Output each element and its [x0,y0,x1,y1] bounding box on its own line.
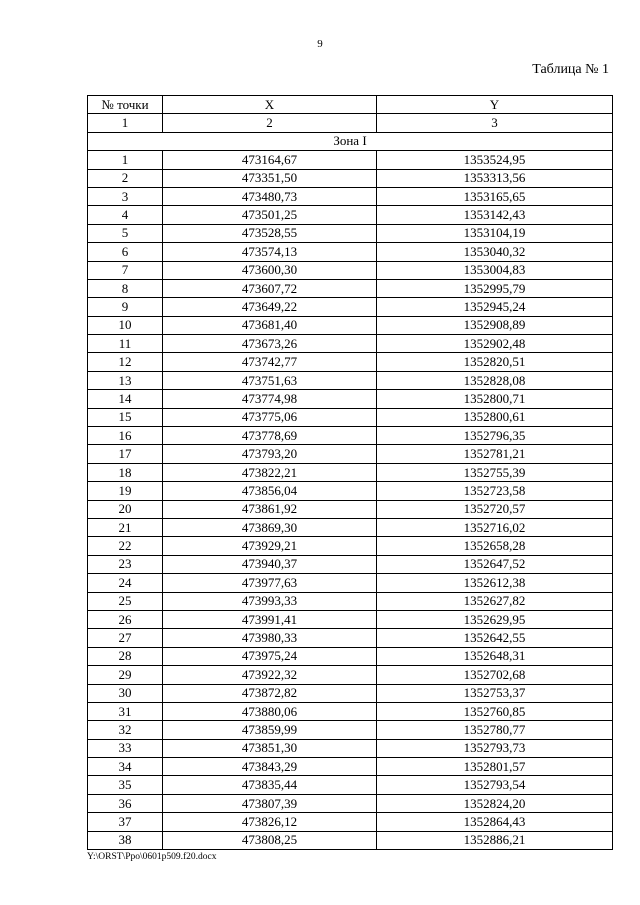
header-x: X [163,96,377,114]
cell-x: 473574,13 [163,243,377,261]
cell-point-number: 11 [88,335,163,353]
cell-point-number: 19 [88,482,163,500]
cell-point-number: 36 [88,794,163,812]
table-row [88,427,613,445]
cell-y: 1352908,89 [377,316,613,334]
cell-y: 1352723,58 [377,482,613,500]
table-row [88,353,613,371]
table-row [88,629,613,647]
cell-point-number: 31 [88,702,163,720]
cell-x: 473528,55 [163,224,377,242]
cell-y: 1353142,43 [377,206,613,224]
cell-x: 473826,12 [163,813,377,831]
cell-x: 473880,06 [163,702,377,720]
cell-y: 1352753,37 [377,684,613,702]
cell-point-number: 18 [88,463,163,481]
cell-x: 473851,30 [163,739,377,757]
cell-y: 1352629,95 [377,610,613,628]
cell-point-number: 22 [88,537,163,555]
cell-point-number: 12 [88,353,163,371]
cell-y: 1352801,57 [377,758,613,776]
cell-y: 1353040,32 [377,243,613,261]
table-row [88,794,613,812]
cell-y: 1352800,71 [377,390,613,408]
cell-y: 1352720,57 [377,500,613,518]
cell-y: 1352647,52 [377,555,613,573]
table-row [88,776,613,794]
cell-point-number: 37 [88,813,163,831]
cell-x: 473843,29 [163,758,377,776]
cell-y: 1352995,79 [377,279,613,297]
cell-x: 473600,30 [163,261,377,279]
table-row [88,261,613,279]
cell-x: 473775,06 [163,408,377,426]
cell-y: 1352780,77 [377,721,613,739]
table-row [88,316,613,334]
table-row [88,610,613,628]
coordinates-table [87,95,613,850]
table-row [88,187,613,205]
cell-point-number: 3 [88,187,163,205]
cell-x: 473872,82 [163,684,377,702]
table-row [88,445,613,463]
header-point-number: № точки [88,96,163,114]
cell-x: 473681,40 [163,316,377,334]
cell-y: 1352658,28 [377,537,613,555]
cell-x: 473993,33 [163,592,377,610]
table-row [88,647,613,665]
column-number: 2 [163,114,377,132]
cell-y: 1352627,82 [377,592,613,610]
cell-x: 473929,21 [163,537,377,555]
cell-x: 473673,26 [163,335,377,353]
table-row [88,371,613,389]
cell-y: 1353104,19 [377,224,613,242]
cell-x: 473351,50 [163,169,377,187]
cell-point-number: 29 [88,666,163,684]
cell-y: 1352828,08 [377,371,613,389]
table-row [88,518,613,536]
table-header-row [88,96,613,114]
cell-point-number: 20 [88,500,163,518]
cell-y: 1352945,24 [377,298,613,316]
cell-point-number: 4 [88,206,163,224]
table-row [88,335,613,353]
table-row [88,813,613,831]
cell-x: 473774,98 [163,390,377,408]
cell-point-number: 30 [88,684,163,702]
cell-y: 1352820,51 [377,353,613,371]
table-row [88,758,613,776]
cell-y: 1352716,02 [377,518,613,536]
cell-x: 473793,20 [163,445,377,463]
cell-point-number: 14 [88,390,163,408]
cell-point-number: 38 [88,831,163,849]
cell-point-number: 23 [88,555,163,573]
cell-y: 1353313,56 [377,169,613,187]
cell-point-number: 13 [88,371,163,389]
table-row [88,500,613,518]
cell-x: 473778,69 [163,427,377,445]
cell-y: 1352800,61 [377,408,613,426]
page-number: 9 [317,38,323,50]
cell-x: 473869,30 [163,518,377,536]
table-row [88,298,613,316]
cell-y: 1352793,73 [377,739,613,757]
cell-x: 473607,72 [163,279,377,297]
table-row [88,537,613,555]
cell-x: 473859,99 [163,721,377,739]
table-row [88,702,613,720]
cell-point-number: 5 [88,224,163,242]
cell-y: 1352612,38 [377,574,613,592]
cell-x: 473922,32 [163,666,377,684]
cell-y: 1352864,43 [377,813,613,831]
cell-point-number: 1 [88,151,163,169]
cell-x: 473480,73 [163,187,377,205]
cell-x: 473856,04 [163,482,377,500]
cell-point-number: 35 [88,776,163,794]
cell-x: 473751,63 [163,371,377,389]
table-row [88,739,613,757]
cell-y: 1353524,95 [377,151,613,169]
table-row [88,243,613,261]
cell-point-number: 9 [88,298,163,316]
column-number-row [88,114,613,132]
table-row [88,592,613,610]
table-row [88,831,613,849]
cell-point-number: 17 [88,445,163,463]
table-row [88,482,613,500]
cell-point-number: 15 [88,408,163,426]
cell-y: 1352796,35 [377,427,613,445]
cell-point-number: 7 [88,261,163,279]
cell-x: 473164,67 [163,151,377,169]
cell-y: 1352755,39 [377,463,613,481]
table-row [88,684,613,702]
table-row [88,169,613,187]
cell-x: 473808,25 [163,831,377,849]
cell-point-number: 21 [88,518,163,536]
cell-point-number: 2 [88,169,163,187]
cell-x: 473861,92 [163,500,377,518]
cell-point-number: 6 [88,243,163,261]
cell-point-number: 32 [88,721,163,739]
table-caption: Таблица № 1 [532,62,609,77]
cell-point-number: 33 [88,739,163,757]
cell-x: 473649,22 [163,298,377,316]
cell-point-number: 27 [88,629,163,647]
table-row [88,463,613,481]
table-row [88,574,613,592]
cell-x: 473940,37 [163,555,377,573]
cell-x: 473835,44 [163,776,377,794]
column-number: 3 [377,114,613,132]
cell-point-number: 16 [88,427,163,445]
cell-x: 473501,25 [163,206,377,224]
header-y: Y [377,96,613,114]
cell-point-number: 24 [88,574,163,592]
cell-x: 473807,39 [163,794,377,812]
table-body [88,132,613,849]
table-row [88,151,613,169]
cell-x: 473822,21 [163,463,377,481]
cell-y: 1352824,20 [377,794,613,812]
table-row [88,666,613,684]
cell-y: 1352886,21 [377,831,613,849]
table-row [88,390,613,408]
table-row [88,721,613,739]
cell-x: 473977,63 [163,574,377,592]
cell-y: 1352702,68 [377,666,613,684]
cell-y: 1352781,21 [377,445,613,463]
cell-y: 1352760,85 [377,702,613,720]
cell-y: 1353004,83 [377,261,613,279]
table-row [88,408,613,426]
cell-point-number: 25 [88,592,163,610]
cell-point-number: 8 [88,279,163,297]
cell-x: 473991,41 [163,610,377,628]
cell-point-number: 10 [88,316,163,334]
table-row [88,555,613,573]
cell-x: 473742,77 [163,353,377,371]
cell-point-number: 34 [88,758,163,776]
cell-point-number: 26 [88,610,163,628]
cell-y: 1352902,48 [377,335,613,353]
cell-y: 1352793,54 [377,776,613,794]
zone-title: Зона I [88,132,613,150]
cell-x: 473975,24 [163,647,377,665]
column-number: 1 [88,114,163,132]
cell-y: 1352648,31 [377,647,613,665]
zone-row [88,132,613,150]
table-row [88,206,613,224]
table-row [88,279,613,297]
footer-file-path: Y:\ORST\Ppo\0601p509.f20.docx [87,852,217,862]
cell-point-number: 28 [88,647,163,665]
cell-y: 1352642,55 [377,629,613,647]
table-row [88,224,613,242]
cell-x: 473980,33 [163,629,377,647]
cell-y: 1353165,65 [377,187,613,205]
